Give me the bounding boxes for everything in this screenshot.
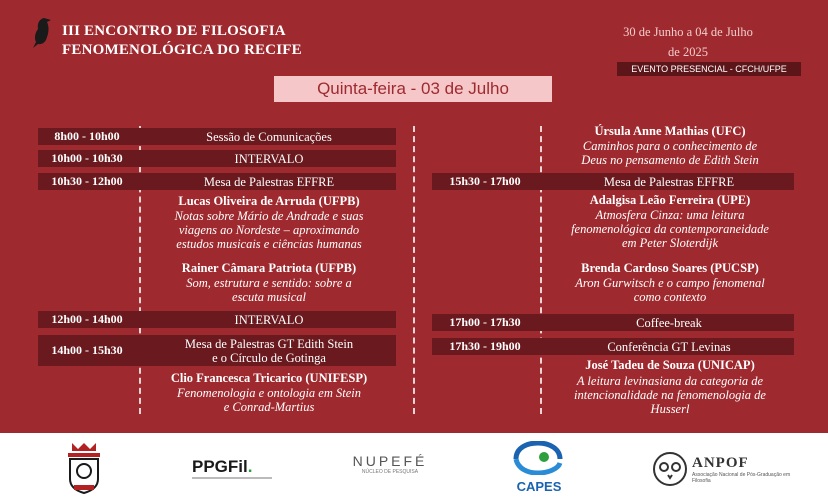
speaker-name: José Tadeu de Souza (UNICAP) xyxy=(585,358,755,372)
speaker-name: Adalgisa Leão Ferreira (UPE) xyxy=(589,193,751,207)
center-divider xyxy=(413,126,415,414)
session-time: 10h00 - 10h30 xyxy=(51,151,123,165)
ufpe-crest-icon xyxy=(64,441,104,497)
talk-title xyxy=(544,139,796,167)
session-time: 12h00 - 14h00 xyxy=(51,312,123,326)
session-label xyxy=(142,337,396,365)
right-column-divider xyxy=(540,126,542,414)
ppgfil-logo: PPGFil. xyxy=(192,457,253,476)
nupefe-logo-subtitle: NÚCLEO DE PESQUISA xyxy=(361,469,419,475)
talk-title-line: Notas sobre Mário de Andrade e suas xyxy=(174,209,364,223)
session-time: 10h30 - 12h00 xyxy=(51,174,123,188)
title-line-1: III ENCONTRO DE FILOSOFIA xyxy=(62,23,286,39)
event-type-badge: EVENTO PRESENCIAL - CFCH/UFPE xyxy=(617,62,801,76)
talk-title-line: A leitura levinasiana da categoria de xyxy=(576,374,764,388)
session-time: 8h00 - 10h00 xyxy=(54,129,120,143)
talk-title-line: Atmosfera Cinza: uma leitura xyxy=(595,208,745,222)
session-label: Conferência GT Levinas xyxy=(607,340,731,354)
talk-title-line: e Conrad-Martius xyxy=(223,400,315,414)
anpof-owl-icon xyxy=(652,451,688,487)
speaker-name: Lucas Oliveira de Arruda (UFPB) xyxy=(178,194,360,208)
anpof-logo-subtitle: Associação Nacional de Pós-Graduação em Filosofia xyxy=(692,472,791,484)
talk-title-line: intencionalidade na fenomenologia de xyxy=(574,388,766,402)
session-label: Mesa de Palestras EFFRE xyxy=(203,175,335,189)
talk-title-line: fenomenológica da contemporaneidade xyxy=(571,222,769,236)
talk-title-line: Som, estrutura e sentido: sobre a xyxy=(186,276,352,290)
day-label: Quinta-feira - 03 de Julho xyxy=(274,76,552,102)
session-label: Mesa de Palestras EFFRE xyxy=(603,175,735,189)
ppgfil-subtitle-rule xyxy=(192,477,272,479)
bird-icon xyxy=(30,16,56,50)
session-label: INTERVALO xyxy=(234,152,304,166)
talk-title-line: Husserl xyxy=(650,402,690,416)
session-label: Coffee-break xyxy=(636,316,702,330)
session-label-line: e o Círculo de Gotinga xyxy=(212,351,326,365)
talk-title-line: Deus no pensamento de Edith Stein xyxy=(581,153,759,167)
talk-title-line: estudos musicais e ciências humanas xyxy=(176,237,362,251)
speaker-name: Clio Francesca Tricarico (UNIFESP) xyxy=(170,371,368,385)
left-column-divider xyxy=(139,126,141,414)
talk-title-line: Aron Gurwitsch e o campo fenomenal xyxy=(575,276,765,290)
nupefe-logo-text: NUPEFÉ xyxy=(352,453,428,469)
session-time: 14h00 - 15h30 xyxy=(51,343,123,357)
talk-title-line: Caminhos para o conhecimento de xyxy=(582,139,758,153)
talk-title-line: Fenomenologia e ontologia em Stein xyxy=(177,386,361,400)
anpof-logo-text: ANPOF xyxy=(692,455,749,471)
capes-logo-icon xyxy=(510,441,566,475)
talk-title xyxy=(142,386,396,414)
session-time: 17h00 - 17h30 xyxy=(449,315,521,329)
date-line-1: 30 de Junho a 04 de Julho xyxy=(623,25,753,39)
session-time: 15h30 - 17h00 xyxy=(449,174,521,188)
speaker-name: Brenda Cardoso Soares (PUCSP) xyxy=(581,261,759,275)
event-title xyxy=(62,22,302,60)
ppgfil-logo-text: PPGFil xyxy=(192,457,248,476)
talk-title-line: escuta musical xyxy=(232,290,306,304)
talk-title xyxy=(142,276,396,304)
speaker-name: Rainer Câmara Patriota (UFPB) xyxy=(181,261,357,275)
session-label-line: Mesa de Palestras GT Edith Stein xyxy=(184,337,354,351)
talk-title-line: em Peter Sloterdijk xyxy=(621,236,719,250)
speaker-name: Úrsula Anne Mathias (UFC) xyxy=(594,124,746,138)
talk-title xyxy=(544,374,796,416)
anpof-logo xyxy=(692,455,792,484)
date-line-2: de 2025 xyxy=(668,45,708,59)
talk-title xyxy=(544,208,796,250)
event-dates xyxy=(612,22,764,62)
talk-title-line: viagens ao Nordeste – aproximando xyxy=(178,223,360,237)
talk-title xyxy=(544,276,796,304)
session-label: Sessão de Comunicações xyxy=(206,130,332,144)
title-line-2: FENOMENOLÓGICA DO RECIFE xyxy=(62,42,302,58)
nupefe-logo xyxy=(350,453,430,475)
talk-title xyxy=(142,209,396,251)
session-label: INTERVALO xyxy=(234,313,304,327)
session-time: 17h30 - 19h00 xyxy=(449,339,521,353)
talk-title-line: como contexto xyxy=(633,290,707,304)
sponsor-logos xyxy=(0,433,828,502)
capes-logo-text: CAPES xyxy=(516,479,562,494)
